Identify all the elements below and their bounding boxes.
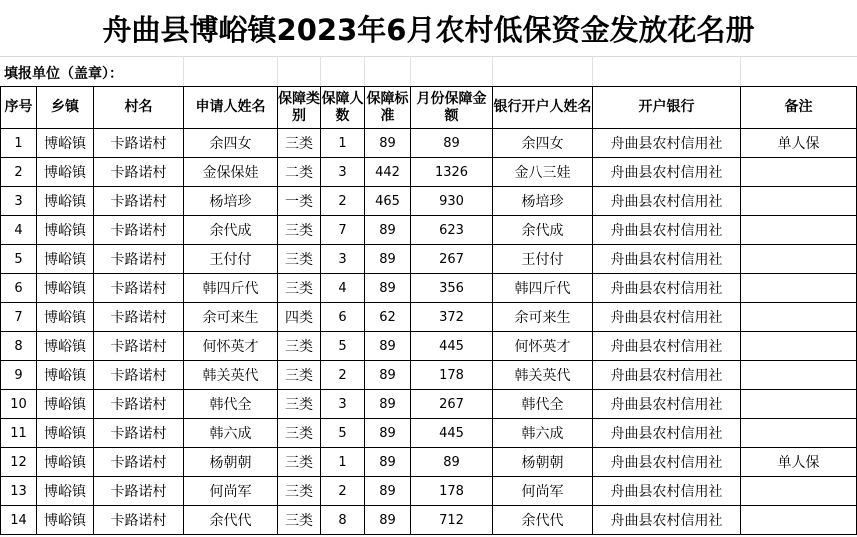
cell-account-holder: 韩六成 xyxy=(493,419,593,448)
cell-remarks xyxy=(741,506,857,535)
cell-category: 三类 xyxy=(278,274,321,303)
cell-account-holder: 杨培珍 xyxy=(493,187,593,216)
header-applicant: 申请人姓名 xyxy=(184,87,278,129)
cell-village: 卡路诺村 xyxy=(94,390,184,419)
cell-applicant: 何尚军 xyxy=(184,477,278,506)
table-row xyxy=(1,361,857,390)
cell-amount: 178 xyxy=(411,361,493,390)
cell-persons: 2 xyxy=(321,187,365,216)
cell-index: 5 xyxy=(1,245,37,274)
cell-applicant: 杨培珍 xyxy=(184,187,278,216)
table-row xyxy=(1,506,857,535)
cell-persons: 1 xyxy=(321,448,365,477)
cell-amount: 178 xyxy=(411,477,493,506)
cell-remarks: 单人保 xyxy=(741,448,857,477)
cell-index: 12 xyxy=(1,448,37,477)
header-bank: 开户银行 xyxy=(593,87,741,129)
cell-bank: 舟曲县农村信用社 xyxy=(593,477,741,506)
cell-township: 博峪镇 xyxy=(37,158,94,187)
cell-bank: 舟曲县农村信用社 xyxy=(593,129,741,158)
cell-amount: 1326 xyxy=(411,158,493,187)
cell-category: 一类 xyxy=(278,187,321,216)
header-row xyxy=(1,87,857,129)
cell-amount: 356 xyxy=(411,274,493,303)
cell-remarks xyxy=(741,245,857,274)
cell-persons: 2 xyxy=(321,477,365,506)
cell-amount: 623 xyxy=(411,216,493,245)
header-township: 乡镇 xyxy=(37,87,94,129)
cell-village: 卡路诺村 xyxy=(94,158,184,187)
cell-account-holder: 余四女 xyxy=(493,129,593,158)
cell-remarks xyxy=(741,187,857,216)
cell-applicant: 余代代 xyxy=(184,506,278,535)
cell-index: 4 xyxy=(1,216,37,245)
table-row xyxy=(1,419,857,448)
cell-category: 三类 xyxy=(278,477,321,506)
cell-village: 卡路诺村 xyxy=(94,477,184,506)
cell-applicant: 杨朝朝 xyxy=(184,448,278,477)
cell-persons: 3 xyxy=(321,390,365,419)
cell-standard: 89 xyxy=(365,506,411,535)
cell-account-holder: 韩四斤代 xyxy=(493,274,593,303)
cell-account-holder: 王付付 xyxy=(493,245,593,274)
cell-standard: 89 xyxy=(365,332,411,361)
cell-account-holder: 何尚军 xyxy=(493,477,593,506)
cell-amount: 445 xyxy=(411,332,493,361)
cell-account-holder: 余代成 xyxy=(493,216,593,245)
cell-applicant: 余四女 xyxy=(184,129,278,158)
cell-bank: 舟曲县农村信用社 xyxy=(593,390,741,419)
cell-township: 博峪镇 xyxy=(37,274,94,303)
cell-amount: 712 xyxy=(411,506,493,535)
cell-village: 卡路诺村 xyxy=(94,187,184,216)
cell-category: 三类 xyxy=(278,419,321,448)
fill-unit-row xyxy=(0,56,857,87)
cell-remarks xyxy=(741,390,857,419)
cell-standard: 89 xyxy=(365,477,411,506)
cell-township: 博峪镇 xyxy=(37,129,94,158)
cell-standard: 89 xyxy=(365,448,411,477)
cell-index: 8 xyxy=(1,332,37,361)
header-account-holder: 银行开户人姓名 xyxy=(493,87,593,129)
cell-account-holder: 何怀英才 xyxy=(493,332,593,361)
cell-standard: 89 xyxy=(365,216,411,245)
cell-category: 二类 xyxy=(278,158,321,187)
cell-persons: 4 xyxy=(321,274,365,303)
cell-index: 9 xyxy=(1,361,37,390)
cell-remarks xyxy=(741,158,857,187)
cell-persons: 3 xyxy=(321,158,365,187)
document-title: 舟曲县博峪镇2023年6月农村低保资金发放花名册 xyxy=(0,0,857,57)
cell-township: 博峪镇 xyxy=(37,506,94,535)
header-village: 村名 xyxy=(94,87,184,129)
cell-amount: 267 xyxy=(411,245,493,274)
cell-bank: 舟曲县农村信用社 xyxy=(593,506,741,535)
cell-remarks xyxy=(741,332,857,361)
cell-remarks xyxy=(741,419,857,448)
cell-township: 博峪镇 xyxy=(37,216,94,245)
cell-persons: 6 xyxy=(321,303,365,332)
cell-persons: 5 xyxy=(321,332,365,361)
cell-account-holder: 余可来生 xyxy=(493,303,593,332)
table-row xyxy=(1,332,857,361)
cell-account-holder: 杨朝朝 xyxy=(493,448,593,477)
cell-index: 13 xyxy=(1,477,37,506)
cell-persons: 8 xyxy=(321,506,365,535)
cell-applicant: 金保保娃 xyxy=(184,158,278,187)
cell-index: 14 xyxy=(1,506,37,535)
table-row xyxy=(1,477,857,506)
cell-index: 11 xyxy=(1,419,37,448)
cell-applicant: 余代成 xyxy=(184,216,278,245)
cell-remarks xyxy=(741,477,857,506)
cell-bank: 舟曲县农村信用社 xyxy=(593,332,741,361)
cell-index: 6 xyxy=(1,274,37,303)
cell-category: 三类 xyxy=(278,448,321,477)
header-index: 序号 xyxy=(1,87,37,129)
cell-persons: 5 xyxy=(321,419,365,448)
cell-category: 三类 xyxy=(278,245,321,274)
table-row xyxy=(1,187,857,216)
cell-applicant: 余可来生 xyxy=(184,303,278,332)
cell-village: 卡路诺村 xyxy=(94,303,184,332)
cell-village: 卡路诺村 xyxy=(94,419,184,448)
cell-persons: 7 xyxy=(321,216,365,245)
cell-persons: 1 xyxy=(321,129,365,158)
cell-village: 卡路诺村 xyxy=(94,332,184,361)
roster-table xyxy=(0,86,857,535)
cell-standard: 465 xyxy=(365,187,411,216)
cell-applicant: 韩四斤代 xyxy=(184,274,278,303)
cell-category: 三类 xyxy=(278,216,321,245)
table-row xyxy=(1,129,857,158)
cell-category: 三类 xyxy=(278,129,321,158)
cell-bank: 舟曲县农村信用社 xyxy=(593,361,741,390)
cell-remarks xyxy=(741,274,857,303)
cell-township: 博峪镇 xyxy=(37,245,94,274)
cell-village: 卡路诺村 xyxy=(94,361,184,390)
cell-standard: 442 xyxy=(365,158,411,187)
cell-index: 1 xyxy=(1,129,37,158)
cell-applicant: 王付付 xyxy=(184,245,278,274)
cell-account-holder: 余代代 xyxy=(493,506,593,535)
fill-unit-label: 填报单位（盖章）： xyxy=(4,66,123,82)
header-category: 保障类别 xyxy=(278,87,321,129)
cell-account-holder: 韩关英代 xyxy=(493,361,593,390)
cell-remarks: 单人保 xyxy=(741,129,857,158)
table-row xyxy=(1,274,857,303)
cell-account-holder: 金八三娃 xyxy=(493,158,593,187)
cell-applicant: 韩关英代 xyxy=(184,361,278,390)
cell-index: 7 xyxy=(1,303,37,332)
cell-bank: 舟曲县农村信用社 xyxy=(593,303,741,332)
cell-township: 博峪镇 xyxy=(37,332,94,361)
cell-amount: 89 xyxy=(411,448,493,477)
header-remarks: 备注 xyxy=(741,87,857,129)
cell-amount: 372 xyxy=(411,303,493,332)
cell-village: 卡路诺村 xyxy=(94,216,184,245)
table-row xyxy=(1,245,857,274)
header-persons: 保障人数 xyxy=(321,87,365,129)
cell-account-holder: 韩代全 xyxy=(493,390,593,419)
table-row xyxy=(1,303,857,332)
cell-bank: 舟曲县农村信用社 xyxy=(593,216,741,245)
cell-category: 四类 xyxy=(278,303,321,332)
cell-township: 博峪镇 xyxy=(37,448,94,477)
cell-village: 卡路诺村 xyxy=(94,506,184,535)
cell-standard: 62 xyxy=(365,303,411,332)
cell-township: 博峪镇 xyxy=(37,187,94,216)
cell-village: 卡路诺村 xyxy=(94,129,184,158)
cell-standard: 89 xyxy=(365,274,411,303)
cell-bank: 舟曲县农村信用社 xyxy=(593,158,741,187)
table-row xyxy=(1,390,857,419)
cell-category: 三类 xyxy=(278,332,321,361)
cell-township: 博峪镇 xyxy=(37,390,94,419)
cell-township: 博峪镇 xyxy=(37,419,94,448)
cell-standard: 89 xyxy=(365,419,411,448)
cell-remarks xyxy=(741,216,857,245)
cell-amount: 930 xyxy=(411,187,493,216)
cell-category: 三类 xyxy=(278,390,321,419)
cell-persons: 2 xyxy=(321,361,365,390)
cell-index: 10 xyxy=(1,390,37,419)
cell-applicant: 韩代全 xyxy=(184,390,278,419)
cell-bank: 舟曲县农村信用社 xyxy=(593,187,741,216)
header-standard: 保障标准 xyxy=(365,87,411,129)
cell-amount: 89 xyxy=(411,129,493,158)
cell-standard: 89 xyxy=(365,129,411,158)
table-row xyxy=(1,216,857,245)
table-row xyxy=(1,448,857,477)
cell-persons: 3 xyxy=(321,245,365,274)
cell-bank: 舟曲县农村信用社 xyxy=(593,274,741,303)
cell-bank: 舟曲县农村信用社 xyxy=(593,245,741,274)
cell-remarks xyxy=(741,303,857,332)
cell-village: 卡路诺村 xyxy=(94,245,184,274)
cell-remarks xyxy=(741,361,857,390)
cell-standard: 89 xyxy=(365,245,411,274)
cell-bank: 舟曲县农村信用社 xyxy=(593,448,741,477)
cell-township: 博峪镇 xyxy=(37,477,94,506)
cell-category: 三类 xyxy=(278,361,321,390)
cell-village: 卡路诺村 xyxy=(94,448,184,477)
cell-category: 三类 xyxy=(278,506,321,535)
table-row xyxy=(1,158,857,187)
cell-amount: 445 xyxy=(411,419,493,448)
cell-township: 博峪镇 xyxy=(37,303,94,332)
cell-applicant: 韩六成 xyxy=(184,419,278,448)
cell-township: 博峪镇 xyxy=(37,361,94,390)
cell-index: 3 xyxy=(1,187,37,216)
cell-village: 卡路诺村 xyxy=(94,274,184,303)
cell-amount: 267 xyxy=(411,390,493,419)
cell-applicant: 何怀英才 xyxy=(184,332,278,361)
cell-standard: 89 xyxy=(365,390,411,419)
cell-standard: 89 xyxy=(365,361,411,390)
cell-index: 2 xyxy=(1,158,37,187)
header-amount: 月份保障金额 xyxy=(411,87,493,129)
cell-bank: 舟曲县农村信用社 xyxy=(593,419,741,448)
